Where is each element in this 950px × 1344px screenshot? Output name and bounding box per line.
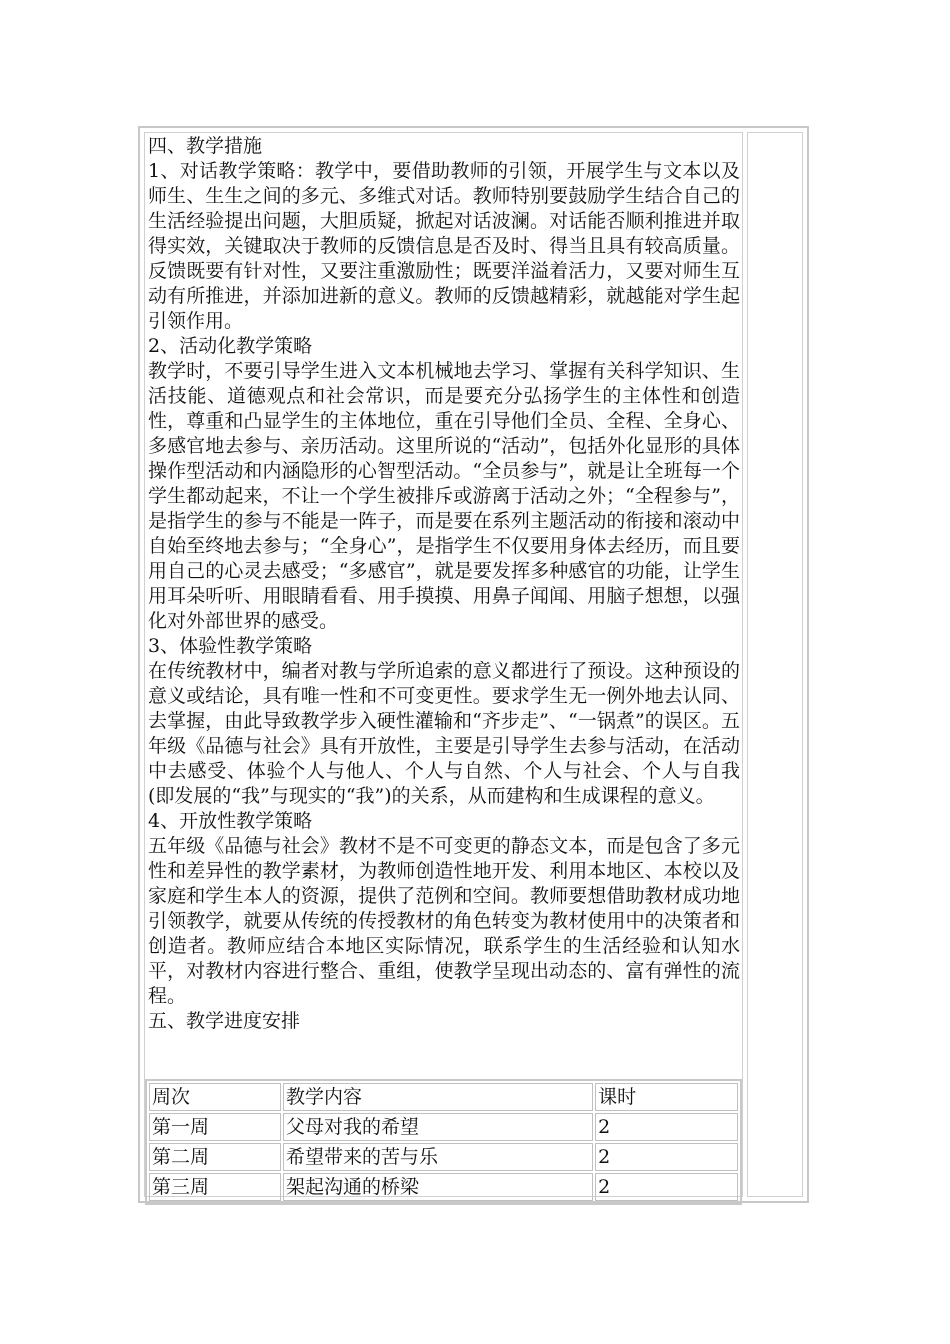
table-header-row — [149, 1083, 738, 1111]
section-heading-schedule: 五、教学进度安排 — [148, 1010, 301, 1032]
table-row — [149, 1173, 738, 1201]
section-heading-teaching-measures: 四、教学措施 — [148, 135, 263, 157]
main-cell — [144, 132, 743, 1197]
cell-content: 父母对我的希望 — [283, 1113, 593, 1141]
paragraph-open-strategy: 五年级《品德与社会》教材不是不可变更的静态文本，而是包含了多元性和差异性的教学素材，为教师创造性地开发、利用本地区、本校以及家庭和学生本人的资源，提供了范例和空间。教师要想借助教材成功地引领教学，就要从传统的传授教材的角色转变为教材使用中的决策者和创造者。教师应结合本地区实际情况，联系学生的生活经验和认知水平，对教材内容进行整合、重组，使教学呈现出动态的、富有弹性的流程。 — [148, 835, 740, 1007]
schedule-table-frame — [145, 1079, 742, 1205]
subheading-experience-strategy: 3、体验性教学策略 — [148, 635, 313, 657]
table-row — [149, 1143, 738, 1171]
subheading-activity-strategy: 2、活动化教学策略 — [148, 335, 313, 357]
column-header-content: 教学内容 — [283, 1083, 593, 1111]
empty-side-cell — [747, 132, 803, 1197]
cell-week: 第一周 — [149, 1113, 281, 1141]
cell-hours: 2 — [595, 1173, 738, 1201]
column-header-hours: 课时 — [595, 1083, 738, 1111]
page-frame — [138, 126, 809, 1203]
cell-week: 第三周 — [149, 1173, 281, 1201]
table-row — [149, 1113, 738, 1141]
cell-hours: 2 — [595, 1113, 738, 1141]
subheading-open-strategy: 4、开放性教学策略 — [148, 810, 313, 832]
paragraph-experience-strategy: 在传统教材中，编者对教与学所追索的意义都进行了预设。这种预设的意义或结论，具有唯一性和不可变更性。要求学生无一例外地去认同、去掌握，由此导致教学步入硬性灌输和“齐步走”、“一锅煮”的误区。五年级《品德与社会》具有开放性，主要是引导学生去参与活动，在活动中去感受、体验个人与他人、个人与自然、个人与社会、个人与自我(即发展的“我”与现实的“我”)的关系，从而建构和生成课程的意义。 — [148, 660, 740, 807]
cell-content: 架起沟通的桥梁 — [283, 1173, 593, 1201]
document-body — [148, 134, 740, 1034]
cell-content: 希望带来的苦与乐 — [283, 1143, 593, 1171]
schedule-table — [147, 1081, 740, 1203]
paragraph-dialogue-strategy: 1、对话教学策略：教学中，要借助教师的引领，开展学生与文本以及师生、生生之间的多元、多维式对话。教师特别要鼓励学生结合自己的生活经验提出问题，大胆质疑，掀起对话波澜。对话能否顺利推进并取得实效，关键取决于教师的反馈信息是否及时、得当且具有较高质量。反馈既要有针对性，又要注重激励性；既要洋溢着活力，又要对师生互动有所推进，并添加进新的意义。教师的反馈越精彩，就越能对学生起引领作用。 — [148, 160, 740, 332]
cell-hours: 2 — [595, 1143, 738, 1171]
cell-week: 第二周 — [149, 1143, 281, 1171]
column-header-week: 周次 — [149, 1083, 281, 1111]
paragraph-activity-strategy: 教学时，不要引导学生进入文本机械地去学习、掌握有关科学知识、生活技能、道德观点和社会常识，而是要充分弘扬学生的主体性和创造性，尊重和凸显学生的主体地位，重在引导他们全员、全程、全身心、多感官地去参与、亲历活动。这里所说的“活动”，包括外化显形的具体操作型活动和内涵隐形的心智型活动。“全员参与”，就是让全班每一个学生都动起来，不让一个学生被排斥或游离于活动之外；“全程参与”，是指学生的参与不能是一阵子，而是要在系列主题活动的衔接和滚动中自始至终地去参与；“全身心”，是指学生不仅要用身体去经历，而且要用自己的心灵去感受；“多感官”，就是要发挥多种感官的功能，让学生用耳朵听听、用眼睛看看、用手摸摸、用鼻子闻闻、用脑子想想，以强化对外部世界的感受。 — [148, 360, 740, 632]
